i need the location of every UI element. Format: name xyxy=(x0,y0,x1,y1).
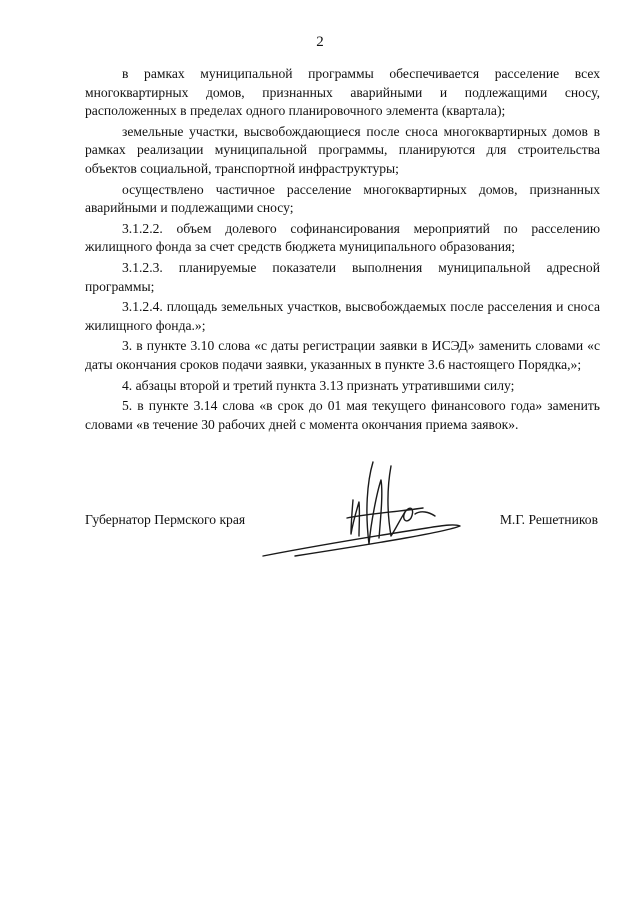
paragraph-4: 3.1.2.2. объем долевого софинансирования мероприятий по расселению жилищного фонда за счет средств бюджета муниципального образования; xyxy=(85,220,600,255)
paragraph-7: 3. в пункте 3.10 слова «с даты регистрации заявки в ИСЭД» заменить словами «с даты окончания сроков подачи заявки, указанных в пункте 3.6 настоящего Порядка,»; xyxy=(85,338,600,372)
paragraph-5: 3.1.2.3. планируемые показатели выполнения муниципальной адресной программы; xyxy=(85,259,600,294)
document-body xyxy=(85,65,600,436)
paragraph-8: 4. абзацы второй и третий пункта 3.13 признать утратившими силу; xyxy=(122,377,515,393)
paragraph-3: осуществлено частичное расселение многоквартирных домов, признанных аварийными и подлежащими сносу; xyxy=(85,181,600,216)
paragraph-1: в рамках муниципальной программы обеспечивается расселение всех многоквартирных домов, признанных аварийными и подлежащими сносу, расположенных в пределах одного планировочного элемента (квартала); xyxy=(85,66,600,119)
paragraph-6: 3.1.2.4. площадь земельных участков, высвобождаемых после расселения и сноса жилищного фонда.»; xyxy=(85,299,600,333)
signatory-title: Губернатор Пермского края xyxy=(85,512,246,527)
page-number: 2 xyxy=(316,34,324,50)
paragraph-2: земельные участки, высвобождающиеся после сноса многоквартирных домов в рамках реализации муниципальной программы, планируются для строительства объектов социальной, транспортной инфраструктуры; xyxy=(85,123,600,176)
signature-block xyxy=(85,512,600,536)
paragraph-9: 5. в пункте 3.14 слова «в срок до 01 мая текущего финансового года» заменить словами «в течение 30 рабочих дней с момента окончания приема заявок». xyxy=(85,398,600,432)
signatory-name: М.Г. Решетников xyxy=(499,512,598,527)
